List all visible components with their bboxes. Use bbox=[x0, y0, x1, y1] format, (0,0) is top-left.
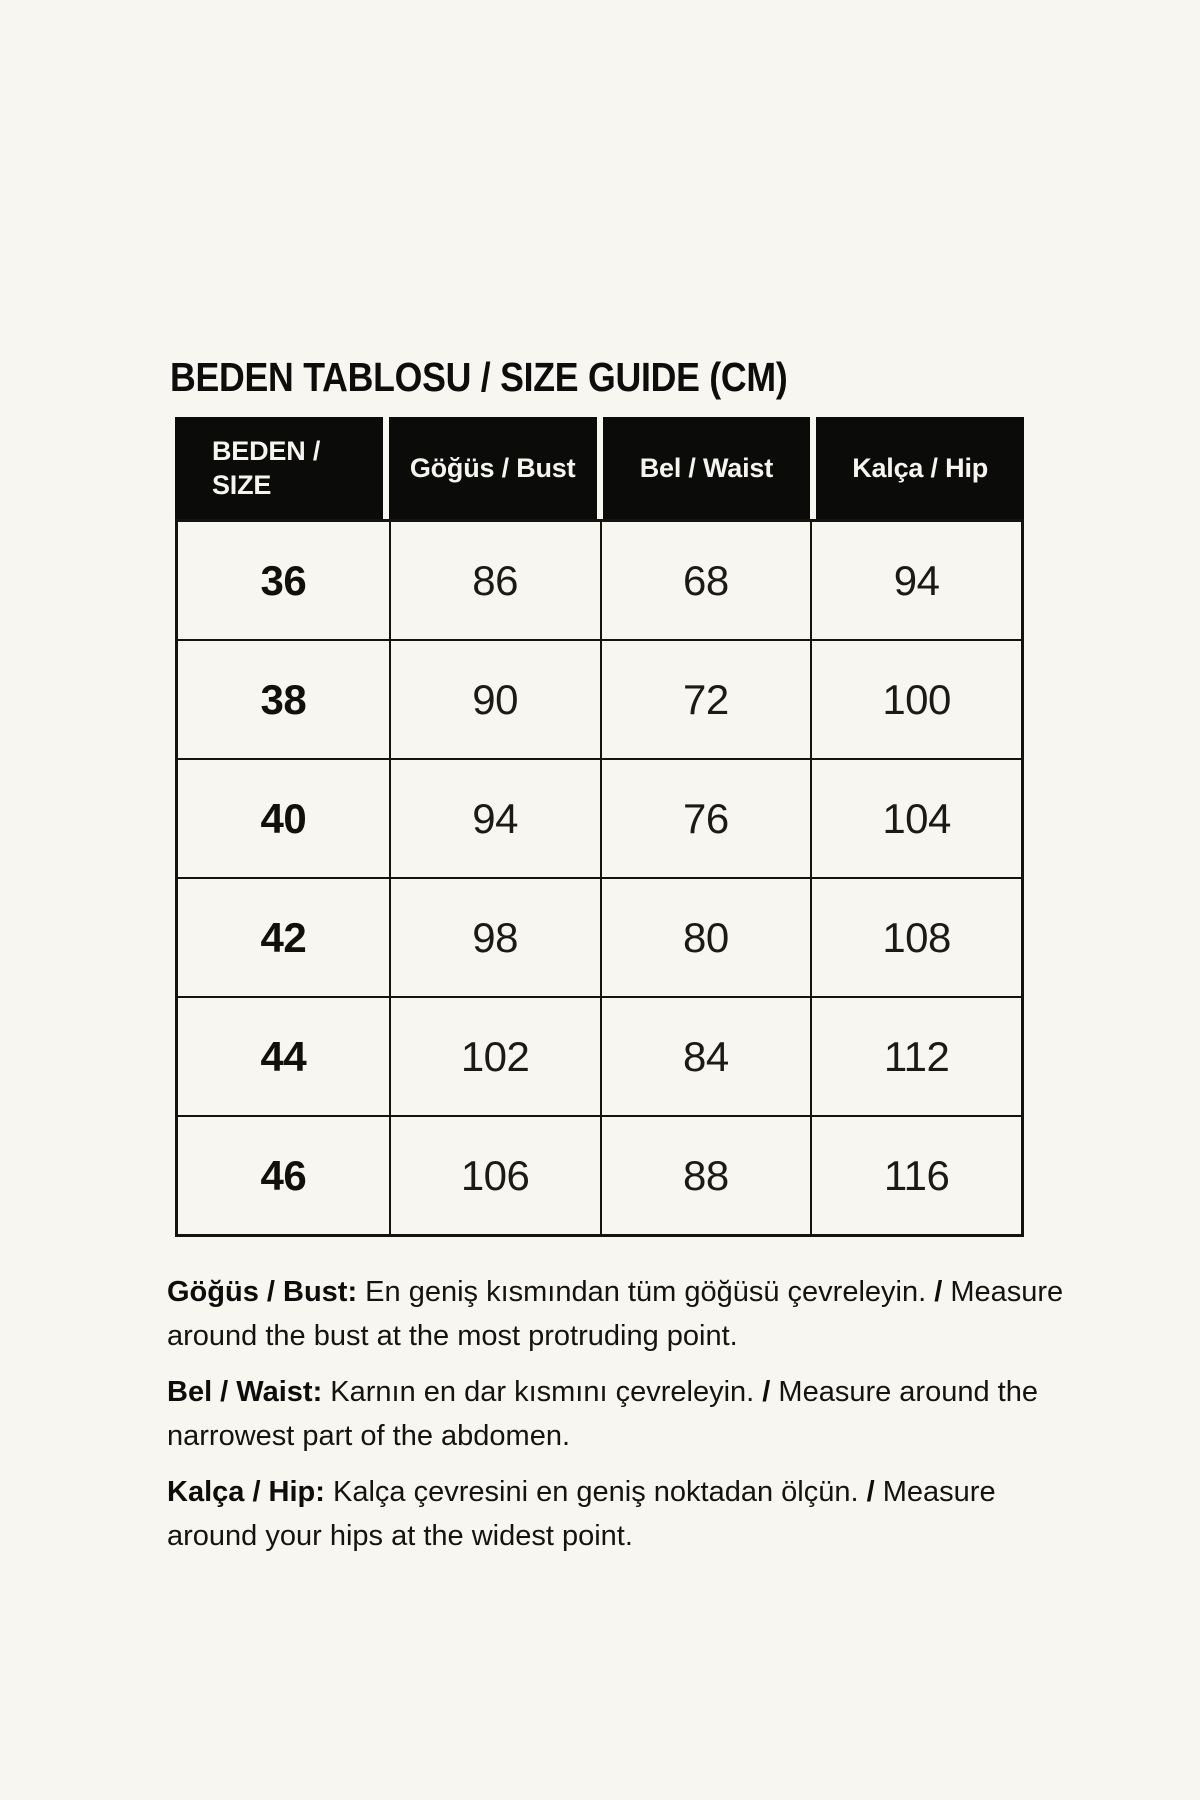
note-bust-text-tr: En geniş kısmından tüm göğüsü çevreleyin. bbox=[365, 1276, 927, 1308]
size-cell: 38 bbox=[178, 639, 389, 758]
bust-cell: 98 bbox=[389, 877, 600, 996]
bust-cell: 86 bbox=[389, 522, 600, 639]
bust-cell: 94 bbox=[389, 758, 600, 877]
waist-cell: 76 bbox=[600, 758, 811, 877]
hip-cell: 94 bbox=[810, 522, 1021, 639]
header-size-line-2: SIZE bbox=[212, 470, 272, 500]
hip-cell: 100 bbox=[810, 639, 1021, 758]
size-table-header-row bbox=[175, 417, 1024, 519]
waist-cell: 72 bbox=[600, 639, 811, 758]
hip-cell: 112 bbox=[810, 996, 1021, 1115]
note-hip bbox=[167, 1470, 1067, 1558]
note-bust-text-en: Measure around the bust at the most protruding point. bbox=[167, 1276, 1064, 1352]
waist-cell: 68 bbox=[600, 522, 811, 639]
note-waist bbox=[167, 1370, 1067, 1458]
note-waist-text-en: Measure around the narrowest part of the abdomen. bbox=[167, 1376, 1038, 1452]
note-hip-label: Kalça / Hip: bbox=[167, 1476, 325, 1508]
header-cell-bust: Göğüs / Bust bbox=[389, 417, 597, 519]
size-cell: 44 bbox=[178, 996, 389, 1115]
waist-cell: 84 bbox=[600, 996, 811, 1115]
size-table-body bbox=[175, 519, 1024, 1237]
note-bust bbox=[167, 1270, 1067, 1358]
size-cell: 46 bbox=[178, 1115, 389, 1234]
hip-cell: 116 bbox=[810, 1115, 1021, 1234]
note-waist-text-tr: Karnın en dar kısmını çevreleyin. bbox=[330, 1376, 755, 1408]
note-hip-text-tr: Kalça çevresini en geniş noktadan ölçün. bbox=[333, 1476, 859, 1508]
hip-cell: 104 bbox=[810, 758, 1021, 877]
measurement-notes bbox=[167, 1270, 1067, 1570]
bust-cell: 90 bbox=[389, 639, 600, 758]
waist-cell: 88 bbox=[600, 1115, 811, 1234]
bust-cell: 102 bbox=[389, 996, 600, 1115]
size-guide-table bbox=[175, 417, 1024, 1237]
header-cell-hip: Kalça / Hip bbox=[816, 417, 1024, 519]
note-hip-separator: / bbox=[866, 1476, 875, 1508]
note-bust-label: Göğüs / Bust: bbox=[167, 1276, 358, 1308]
header-size-line-1: BEDEN / bbox=[212, 436, 321, 466]
note-waist-separator: / bbox=[762, 1376, 771, 1408]
waist-cell: 80 bbox=[600, 877, 811, 996]
note-hip-text-en: Measure around your hips at the widest point. bbox=[167, 1476, 996, 1552]
header-cell-size bbox=[175, 417, 383, 519]
size-cell: 36 bbox=[260, 556, 307, 604]
header-cell-waist: Bel / Waist bbox=[603, 417, 811, 519]
size-cell: 42 bbox=[178, 877, 389, 996]
note-waist-label: Bel / Waist: bbox=[167, 1376, 323, 1408]
size-cell: 40 bbox=[178, 758, 389, 877]
note-bust-separator: / bbox=[934, 1276, 943, 1308]
page-title: BEDEN TABLOSU / SIZE GUIDE (CM) bbox=[170, 354, 788, 401]
bust-cell: 106 bbox=[389, 1115, 600, 1234]
hip-cell: 108 bbox=[810, 877, 1021, 996]
